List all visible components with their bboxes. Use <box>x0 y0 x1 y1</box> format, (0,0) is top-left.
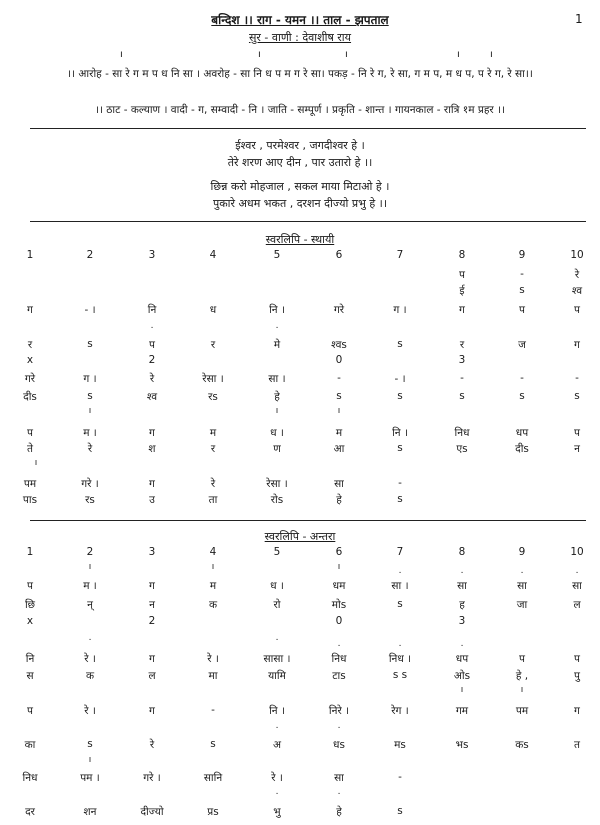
note-cell: 1 <box>26 249 34 261</box>
notation-row <box>0 579 600 595</box>
note-cell: धप <box>455 653 469 665</box>
note-mark-row <box>0 686 600 696</box>
note-cell: अ <box>272 739 282 751</box>
note-cell: रs <box>208 391 218 403</box>
notation-row <box>0 805 600 821</box>
note-cell: हे <box>336 806 342 818</box>
note-cell: कs <box>515 739 529 751</box>
octave-dot: . <box>275 721 279 731</box>
notation-row <box>0 354 600 370</box>
note-cell: 7 <box>396 249 404 261</box>
note-cell: न <box>149 599 155 611</box>
octave-dot: . <box>88 633 92 643</box>
note-cell: रे <box>574 269 580 281</box>
note-cell: 6 <box>335 249 343 261</box>
note-cell: s <box>336 390 342 402</box>
note-cell: गरे <box>24 373 36 385</box>
verse-line: छिन्न करो मोहजाल , सकल माया मिटाओ हे । <box>210 180 390 193</box>
note-cell: रेग । <box>391 705 409 717</box>
tivra-mark: ı <box>520 685 524 695</box>
note-cell: धs <box>333 739 345 751</box>
note-cell: प <box>574 653 580 665</box>
note-cell: हे <box>336 494 342 506</box>
note-cell: ग <box>27 304 33 316</box>
note-cell: रs <box>85 494 95 506</box>
note-cell: s <box>397 442 403 454</box>
note-cell: रे <box>149 739 155 751</box>
note-cell: 4 <box>209 249 217 261</box>
note-cell: 2 <box>148 354 156 366</box>
notation-row <box>0 669 600 685</box>
note-cell: ग <box>149 580 155 592</box>
octave-dot: . <box>275 321 279 331</box>
scale-line: ।। आरोह - सा रे ग म प ध नि सा । अवरोह - सा नि ध प म ग रे सा। पकड़ - नि रे ग, रे सा, ग म प, म ध प, प रे ग, रे सा।। <box>67 68 533 80</box>
tivra-mark: ı <box>275 406 279 416</box>
verse-line: तेरे शरण आए दीन , पार उतारो हे ।। <box>227 156 373 169</box>
octave-dot: . <box>460 639 464 649</box>
note-cell: र <box>459 339 465 351</box>
note-cell: ई <box>459 285 465 297</box>
note-cell: पम <box>23 478 37 490</box>
beat-number-row <box>0 546 600 562</box>
octave-dot: . <box>150 321 154 331</box>
note-cell: - <box>211 704 215 716</box>
tivra-mark: ı <box>337 406 341 416</box>
verse-line: ईश्वर , परमेश्वर , जगदीश्वर हे । <box>235 139 365 152</box>
notation-row <box>0 615 600 631</box>
note-cell: s <box>397 805 403 817</box>
note-cell: एs <box>456 443 468 455</box>
notation-row <box>0 372 600 388</box>
divider <box>30 520 586 521</box>
note-cell: गरे <box>333 304 345 316</box>
note-cell: ज <box>518 339 526 351</box>
note-cell: म <box>209 427 217 439</box>
note-cell: रोs <box>270 494 284 506</box>
note-cell: 4 <box>209 546 217 558</box>
note-cell: 9 <box>518 249 526 261</box>
note-mark-row <box>0 640 600 650</box>
note-cell: म । <box>83 580 97 592</box>
tivra-mark: ı <box>457 49 460 60</box>
note-cell: मे <box>273 339 281 351</box>
note-cell: दर <box>25 806 35 818</box>
note-mark-row <box>0 722 600 732</box>
note-cell: का <box>24 739 36 751</box>
note-cell: प <box>27 705 33 717</box>
tivra-mark: ı <box>345 49 348 60</box>
beat-number-row <box>0 249 600 265</box>
tivra-mark: ı <box>337 562 341 572</box>
note-cell: 3 <box>148 249 156 261</box>
note-cell: प्रs <box>207 806 219 818</box>
octave-dot: . <box>337 639 341 649</box>
octave-dot: . <box>520 566 524 576</box>
note-cell: रेसा । <box>202 373 224 385</box>
note-cell: ओs <box>453 670 471 682</box>
antara-heading: स्वरलिपि - अन्तरा <box>264 530 336 543</box>
note-cell: 5 <box>273 546 281 558</box>
note-cell: ग । <box>393 304 407 316</box>
notation-row <box>0 338 600 354</box>
note-cell: नि । <box>269 705 285 717</box>
note-cell: सा । <box>268 373 286 385</box>
notation-row <box>0 598 600 614</box>
note-cell: s <box>519 284 525 296</box>
note-cell: टाs <box>332 670 346 682</box>
note-cell: नि । <box>392 427 408 439</box>
note-cell: 8 <box>458 249 466 261</box>
tivra-mark: ı <box>88 755 92 765</box>
note-cell: गरे । <box>81 478 99 490</box>
note-cell: प <box>149 339 155 351</box>
note-cell: ता <box>208 494 218 506</box>
note-cell: प <box>27 580 33 592</box>
octave-dot: . <box>275 787 279 797</box>
notation-row <box>0 493 600 509</box>
note-cell: x <box>26 354 34 366</box>
note-cell: श्वs <box>331 339 347 351</box>
note-cell: दीज्यो <box>140 806 164 818</box>
octave-dot: . <box>460 566 464 576</box>
note-cell: s <box>397 493 403 505</box>
note-cell: 9 <box>518 546 526 558</box>
note-cell: ध । <box>270 427 284 439</box>
note-cell: - । <box>394 373 406 385</box>
page-title: बन्दिश ।। राग - यमन ।। ताल - झपताल <box>211 13 389 27</box>
note-cell: पु <box>574 670 580 682</box>
note-mark-row <box>0 567 600 577</box>
note-cell: निरे । <box>328 705 350 717</box>
note-cell: - <box>398 477 402 489</box>
octave-dot: . <box>275 633 279 643</box>
notation-row <box>0 704 600 720</box>
note-cell: पम <box>515 705 529 717</box>
note-cell: प <box>519 304 525 316</box>
note-cell: श <box>148 443 156 455</box>
tivra-mark: ı <box>88 406 92 416</box>
note-cell: र <box>210 443 216 455</box>
note-cell: ध <box>209 304 217 316</box>
note-cell: रे <box>149 373 155 385</box>
notation-row <box>0 268 600 284</box>
note-cell: सा <box>517 580 527 592</box>
note-cell: सा <box>572 580 582 592</box>
note-cell: र <box>210 339 216 351</box>
notation-row <box>0 390 600 406</box>
note-cell: 2 <box>148 615 156 627</box>
page-number: 1 <box>575 12 583 26</box>
note-cell: 5 <box>273 249 281 261</box>
note-cell: 3 <box>458 354 466 366</box>
note-cell: सा । <box>391 580 409 592</box>
divider <box>30 128 586 129</box>
note-cell: रे । <box>84 653 96 665</box>
notation-row <box>0 738 600 754</box>
note-cell: धप <box>515 427 529 439</box>
tivra-mark: ı <box>258 49 261 60</box>
note-cell: - । <box>84 304 96 316</box>
note-cell: s <box>87 390 93 402</box>
tivra-mark: ı <box>460 685 464 695</box>
note-cell: ते <box>27 443 33 455</box>
note-cell: - <box>520 372 524 384</box>
note-cell: शन <box>83 806 97 818</box>
note-mark-row <box>0 322 600 332</box>
note-cell: आ <box>333 443 345 455</box>
octave-dot: . <box>337 787 341 797</box>
notation-row <box>0 303 600 319</box>
tivra-mark: ı <box>211 562 215 572</box>
tivra-mark: ı <box>120 49 123 60</box>
note-cell: रे । <box>271 772 283 784</box>
note-cell: पम । <box>80 772 100 784</box>
note-cell: निध <box>331 653 347 665</box>
octave-dot: . <box>337 721 341 731</box>
note-cell: ग <box>149 427 155 439</box>
note-cell: ग <box>574 339 580 351</box>
note-cell: ध । <box>270 580 284 592</box>
note-cell: प <box>27 427 33 439</box>
tivra-mark: ı <box>34 458 38 468</box>
note-cell: 10 <box>570 546 584 558</box>
note-cell: हे <box>274 391 280 403</box>
notation-row <box>0 284 600 300</box>
note-cell: 7 <box>396 546 404 558</box>
note-cell: सा <box>334 478 344 490</box>
note-cell: s <box>397 598 403 610</box>
note-cell: गरे । <box>143 772 161 784</box>
note-cell: 3 <box>148 546 156 558</box>
notation-row <box>0 652 600 668</box>
note-cell: ल <box>148 670 156 682</box>
note-cell: 6 <box>335 546 343 558</box>
tivra-mark: ı <box>88 562 92 572</box>
note-cell: 2 <box>86 546 94 558</box>
note-cell: s <box>210 738 216 750</box>
note-cell: नि । <box>269 304 285 316</box>
note-cell: न् <box>87 599 93 611</box>
note-cell: 8 <box>458 546 466 558</box>
note-cell: रे । <box>84 705 96 717</box>
note-cell: - <box>575 372 579 384</box>
note-cell: ग <box>574 705 580 717</box>
note-cell: उ <box>149 494 155 506</box>
note-mark-row <box>0 459 600 469</box>
note-cell: s <box>397 390 403 402</box>
note-mark-row <box>0 407 600 417</box>
note-cell: ल <box>573 599 581 611</box>
note-cell: जा <box>516 599 528 611</box>
note-mark-row <box>0 788 600 798</box>
note-cell: सानि <box>203 772 223 784</box>
note-cell: म <box>335 427 343 439</box>
note-cell: ग <box>149 478 155 490</box>
note-cell: श्व <box>146 391 158 403</box>
note-cell: s <box>87 738 93 750</box>
note-cell: सा <box>334 772 344 784</box>
sthayi-heading: स्वरलिपि - स्थायी <box>265 233 335 246</box>
note-cell: रे <box>210 478 216 490</box>
note-mark-row <box>0 756 600 766</box>
note-cell: - <box>337 372 341 384</box>
note-cell: धम <box>332 580 346 592</box>
note-cell: 10 <box>570 249 584 261</box>
note-cell: सासा । <box>263 653 291 665</box>
note-cell: मs <box>394 739 406 751</box>
note-cell: प <box>574 427 580 439</box>
note-cell: त <box>574 739 580 751</box>
note-cell: ह <box>459 599 465 611</box>
verse-line: पुकारे अधम भकत , दरशन दीज्यो प्रभु हे ।। <box>212 197 388 210</box>
note-cell: नि <box>25 653 35 665</box>
note-cell: यामि <box>268 670 286 682</box>
note-cell: पाs <box>22 494 38 506</box>
note-cell: क <box>208 599 218 611</box>
note-cell: सा <box>457 580 467 592</box>
octave-dot: . <box>398 566 402 576</box>
note-cell: x <box>26 615 34 627</box>
note-cell: भु <box>273 806 281 818</box>
raga-info-line: ।। ठाट - कल्याण । वादी - ग, सम्वादी - नि । जाति - सम्पूर्ण । प्रकृति - शान्त । गायनकाल - रात्रि १म प्रहर ।। <box>95 104 505 116</box>
divider <box>30 221 586 222</box>
note-cell: 2 <box>86 249 94 261</box>
note-cell: s s <box>392 669 408 681</box>
notation-row <box>0 771 600 787</box>
note-cell: म <box>209 580 217 592</box>
note-cell: म । <box>83 427 97 439</box>
notation-row <box>0 477 600 493</box>
note-cell: र <box>27 339 33 351</box>
note-cell: 0 <box>335 354 343 366</box>
octave-dot: . <box>575 566 579 576</box>
note-cell: s <box>87 338 93 350</box>
note-cell: निध <box>22 772 38 784</box>
note-cell: ण <box>273 443 281 455</box>
note-cell: - <box>398 771 402 783</box>
note-cell: 1 <box>26 546 34 558</box>
note-cell: s <box>397 338 403 350</box>
note-cell: हे , <box>515 670 529 682</box>
note-cell: स <box>26 670 34 682</box>
note-cell: भs <box>455 739 469 751</box>
page-subtitle: सुर - वाणी : देवाशीष राय <box>248 31 352 44</box>
note-cell: 0 <box>335 615 343 627</box>
note-cell: 3 <box>458 615 466 627</box>
note-cell: s <box>574 390 580 402</box>
note-cell: रो <box>273 599 281 611</box>
note-cell: - <box>460 372 464 384</box>
note-cell: क <box>85 670 95 682</box>
note-cell: दीs <box>23 391 37 403</box>
note-cell: s <box>519 390 525 402</box>
octave-dot: . <box>398 639 402 649</box>
note-cell: श्व <box>571 285 583 297</box>
note-cell: नि <box>147 304 157 316</box>
note-cell: s <box>459 390 465 402</box>
note-cell: ग । <box>83 373 97 385</box>
note-cell: न <box>574 443 580 455</box>
note-cell: रेसा । <box>266 478 288 490</box>
note-cell: दीs <box>515 443 529 455</box>
note-cell: - <box>520 268 524 280</box>
note-cell: मा <box>208 670 218 682</box>
note-cell: निध । <box>388 653 412 665</box>
note-cell: ग <box>459 304 465 316</box>
note-cell: छि <box>24 599 36 611</box>
tivra-mark: ı <box>490 49 493 60</box>
notation-row <box>0 442 600 458</box>
note-cell: गम <box>455 705 469 717</box>
note-cell: प <box>459 269 465 281</box>
notation-row <box>0 426 600 442</box>
note-cell: प <box>519 653 525 665</box>
note-cell: ग <box>149 653 155 665</box>
note-cell: निध <box>454 427 470 439</box>
note-cell: रे <box>87 443 93 455</box>
note-cell: मोs <box>331 599 347 611</box>
note-cell: रे । <box>207 653 219 665</box>
note-cell: ग <box>149 705 155 717</box>
note-cell: प <box>574 304 580 316</box>
